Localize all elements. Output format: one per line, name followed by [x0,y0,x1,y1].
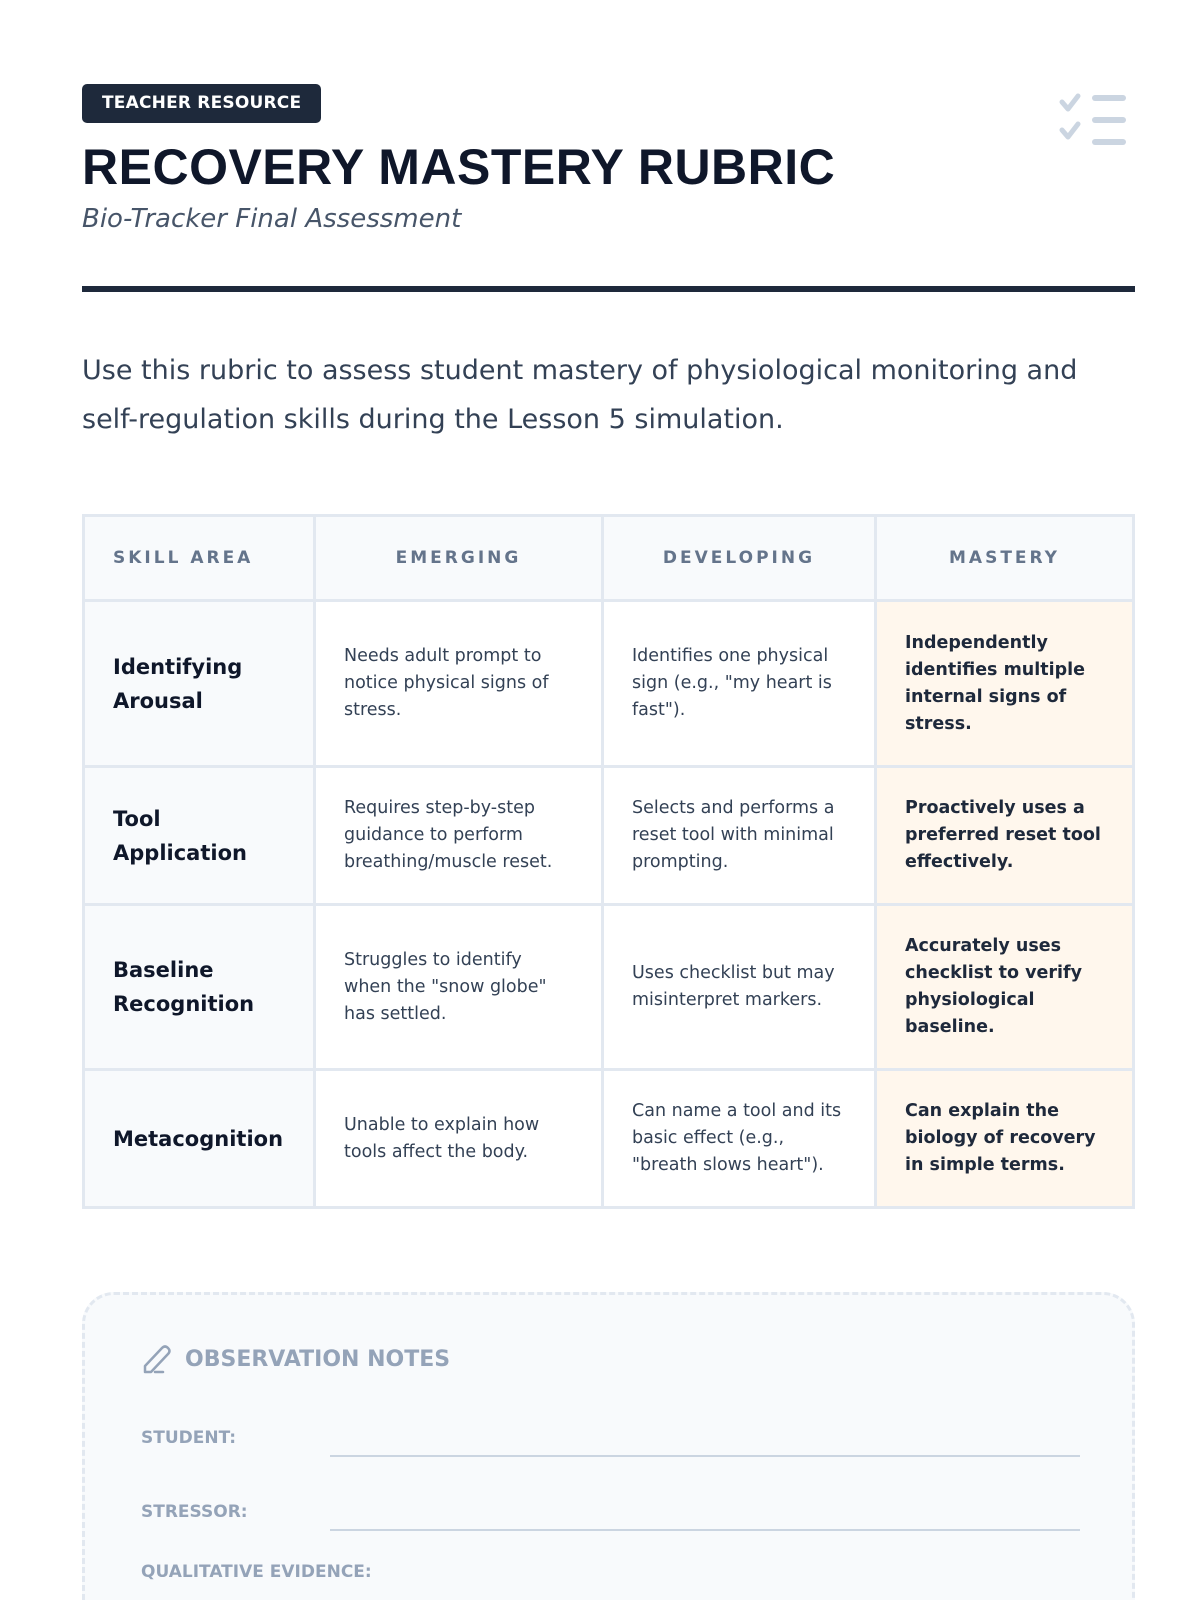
emerging-cell: Struggles to identify when the "snow globe" has settled. [315,905,603,1070]
intro-text: Use this rubric to assess student mastery of physiological monitoring and self-regulation skills during the Lesson 5 simulation. [82,355,1078,435]
skill-cell: Metacognition [84,1070,315,1208]
observation-notes-panel [82,1292,1135,1600]
page-subtitle: Bio-Tracker Final Assessment [82,204,462,234]
developing-cell: Selects and performs a reset tool with minimal prompting. [603,767,876,905]
emerging-cell: Needs adult prompt to notice physical signs of stress. [315,601,603,767]
table-header-row [84,516,1134,601]
header-divider [82,286,1135,292]
stressor-label: STRESSOR: [141,1502,248,1522]
observation-notes-title: OBSERVATION NOTES [185,1346,451,1372]
teacher-resource-badge: TEACHER RESOURCE [82,84,321,123]
column-header-skill-area: SKILL AREA [84,516,315,601]
qualitative-evidence-label: QUALITATIVE EVIDENCE: [141,1562,372,1582]
observation-notes-heading [141,1343,450,1375]
developing-cell: Can name a tool and its basic effect (e.g., "breath slows heart"). [603,1070,876,1208]
table-row [84,1070,1134,1208]
skill-cell: Baseline Recognition [84,905,315,1070]
mastery-cell: Independently identifies multiple internal signs of stress. [876,601,1134,767]
page-title: RECOVERY MASTERY RUBRIC [82,139,836,195]
skill-cell: Identifying Arousal [84,601,315,767]
student-input-line[interactable] [330,1455,1080,1457]
table-row [84,601,1134,767]
skill-cell: Tool Application [84,767,315,905]
table-row [84,767,1134,905]
mastery-cell: Proactively uses a preferred reset tool effectively. [876,767,1134,905]
mastery-cell: Can explain the biology of recovery in simple terms. [876,1070,1134,1208]
column-header-emerging: EMERGING [315,516,603,601]
rubric-table [82,514,1135,1209]
emerging-cell: Requires step-by-step guidance to perform breathing/muscle reset. [315,767,603,905]
pencil-icon [141,1343,173,1375]
checklist-icon [1058,92,1130,152]
stressor-input-line[interactable] [330,1529,1080,1531]
column-header-mastery: MASTERY [876,516,1134,601]
developing-cell: Identifies one physical sign (e.g., "my heart is fast"). [603,601,876,767]
table-row [84,905,1134,1070]
student-label: STUDENT: [141,1428,237,1448]
column-header-developing: DEVELOPING [603,516,876,601]
developing-cell: Uses checklist but may misinterpret markers. [603,905,876,1070]
emerging-cell: Unable to explain how tools affect the body. [315,1070,603,1208]
mastery-cell: Accurately uses checklist to verify physiological baseline. [876,905,1134,1070]
